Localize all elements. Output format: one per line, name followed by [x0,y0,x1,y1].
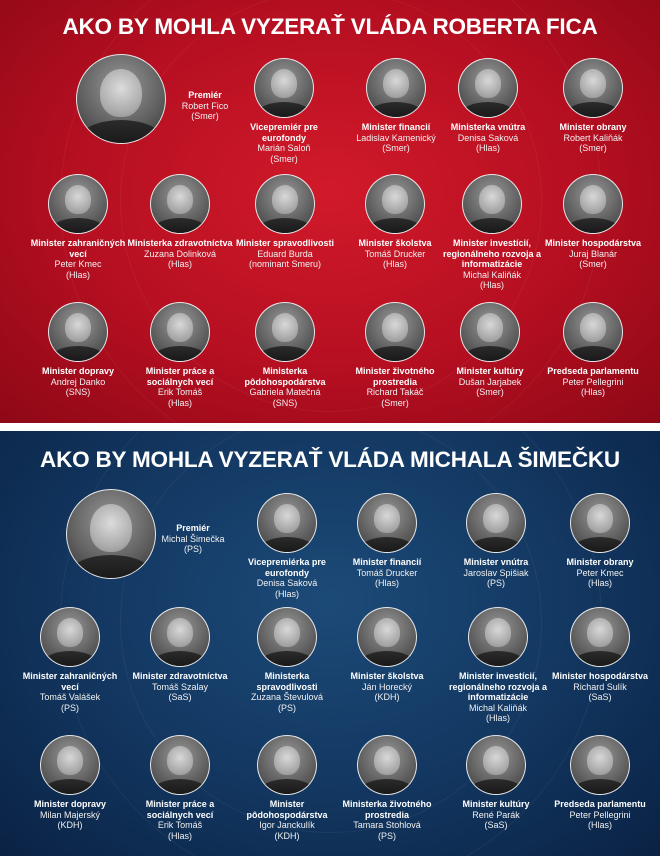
portrait-photo [357,493,417,553]
portrait-photo [570,735,630,795]
portrait-photo [570,607,630,667]
cabinet-member: Minister obrany Peter Kmec (Hlas) [546,493,654,589]
portrait-photo [466,735,526,795]
portrait-photo [563,302,623,362]
cabinet-member: Vicepremiér pre eurofondy Marián Saloň (Smer) [230,58,338,164]
portrait-photo [570,493,630,553]
cabinet-member: Ministerka spravodlivosti Zuzana Števulová (PS) [233,607,341,713]
cabinet-member: Minister životného prostredia Richard Takáč (Smer) [341,302,449,408]
cabinet-member: Minister spravodlivosti Eduard Burda (nominant Smeru) [231,174,339,270]
cabinet-member: Minister dopravy Milan Majerský (KDH) [16,735,124,831]
portrait-photo [76,54,166,144]
cabinet-member: Ministerka vnútra Denisa Saková (Hlas) [434,58,542,154]
portrait-photo [254,58,314,118]
cabinet-member: Ministerka pôdohospodárstva Gabriela Matečná (SNS) [231,302,339,408]
cabinet-member: Minister kultúry René Parák (SaS) [442,735,550,831]
portrait-photo [365,174,425,234]
cabinet-member: Minister investícií, regionálneho rozvoja a informatizácie Michal Kaliňák (Hlas) [442,607,554,724]
cabinet-member: Minister zdravotníctva Tomáš Szalay (SaS) [126,607,234,703]
portrait-photo [255,174,315,234]
portrait-photo [66,489,156,579]
portrait-photo [257,607,317,667]
portrait-photo [563,174,623,234]
portrait-photo [48,302,108,362]
portrait-photo [40,607,100,667]
portrait-photo [468,607,528,667]
cabinet-member: Ministerka životného prostredia Tamara Stohlová (PS) [333,735,441,841]
cabinet-member: Minister hospodárstva Juraj Blanár (Smer) [539,174,647,270]
portrait-photo [150,174,210,234]
portrait-photo [462,174,522,234]
portrait-photo [48,174,108,234]
cabinet-member: Minister vnútra Jaroslav Spišiak (PS) [442,493,550,589]
cabinet-member: Minister investícií, regionálneho rozvoja a informatizácie Michal Kaliňák (Hlas) [436,174,548,291]
portrait-photo [458,58,518,118]
portrait-photo [257,735,317,795]
cabinet-member: Vicepremiérka pre eurofondy Denisa Saková (Hlas) [233,493,341,599]
cabinet-member: Minister práce a sociálnych vecí Erik Tomáš (Hlas) [126,735,234,841]
portrait-photo [366,58,426,118]
portrait-photo [357,735,417,795]
portrait-photo [466,493,526,553]
cabinet-member: Minister školstva Tomáš Drucker (Hlas) [341,174,449,270]
portrait-photo [357,607,417,667]
portrait-photo [257,493,317,553]
portrait-photo [365,302,425,362]
cabinet-member: Minister zahraničných vecí Tomáš Valášek (PS) [16,607,124,713]
cabinet-member: Minister pôdohospodárstva Igor Janckulík (KDH) [233,735,341,841]
cabinet-member: Minister dopravy Andrej Danko (SNS) [24,302,132,398]
cabinet-member: Minister financií Ladislav Kamenický (Smer) [342,58,450,154]
cabinet-member: Predseda parlamentu Peter Pellegrini (Hlas) [539,302,647,398]
cabinet-member: Minister hospodárstva Richard Sulík (SaS) [546,607,654,703]
portrait-photo [150,302,210,362]
simecka-government-panel: AKO BY MOHLA VYZERAŤ VLÁDA MICHALA ŠIMEČKU Premiér Michal Šimečka (PS) Vicepremiérka pre eurofondy Denisa Saková (Hlas) Minister financií Tomáš Drucker (Hlas) Minister vnútra Jaroslav Spišiak (PS) Minister obrany Peter Kmec (Hlas) Minister zahraničných vecí Tomáš Valášek (PS) Minister zdravotníctva Tomáš Szalay (SaS) Ministerka spravodlivosti Zuzana Števulová (PS) Minister školstva Ján Horecký (KDH) Minister investícií, regionálneho rozvoja a informatizácie Michal Kaliňák (Hlas) Minister hospodárstva Richard Sulík (SaS) Minister dopravy Milan Majerský (KDH) Minister práce a sociálnych vecí Erik Tomáš (Hlas) Minister pôdohospodárstva Igor Janckulík (KDH) Ministerka životného prostredia Tamara Stohlová (PS) Minister kultúry René Parák (SaS) Predseda parlamentu Peter Pellegrini (Hlas) [0,431,660,856]
cabinet-member: Ministerka zdravotníctva Zuzana Dolinková (Hlas) [126,174,234,270]
cabinet-member: Minister práce a sociálnych vecí Erik Tomáš (Hlas) [126,302,234,408]
portrait-photo [460,302,520,362]
cabinet-member: Minister financií Tomáš Drucker (Hlas) [333,493,441,589]
fico-government-panel: AKO BY MOHLA VYZERAŤ VLÁDA ROBERTA FICA Premiér Robert Fico (Smer) Vicepremiér pre eurofondy Marián Saloň (Smer) Minister financií Ladislav Kamenický (Smer) Ministerka vnútra Denisa Saková (Hlas) Minister obrany Robert Kaliňák (Smer) Minister zahraničných vecí Peter Kmec (Hlas) Ministerka zdravotníctva Zuzana Dolinková (Hlas) Minister spravodlivosti Eduard Burda (nominant Smeru) Minister školstva Tomáš Drucker (Hlas) Minister investícií, regionálneho rozvoja a informatizácie Michal Kaliňák (Hlas) Minister hospodárstva Juraj Blanár (Smer) Minister dopravy Andrej Danko (SNS) Minister práce a sociálnych vecí Erik Tomáš (Hlas) Ministerka pôdohospodárstva Gabriela Matečná (SNS) Minister životného prostredia Richard Takáč (Smer) Minister kultúry Dušan Jarjabek (Smer) Predseda parlamentu Peter Pellegrini (Hlas) [0,0,660,423]
portrait-photo [40,735,100,795]
cabinet-member: Minister kultúry Dušan Jarjabek (Smer) [436,302,544,398]
portrait-photo [255,302,315,362]
portrait-photo [563,58,623,118]
cabinet-member: Predseda parlamentu Peter Pellegrini (Hlas) [546,735,654,831]
panel-title: AKO BY MOHLA VYZERAŤ VLÁDA MICHALA ŠIMEČKU [40,447,620,472]
cabinet-member: Minister školstva Ján Horecký (KDH) [333,607,441,703]
cabinet-member: Minister obrany Robert Kaliňák (Smer) [539,58,647,154]
panel-title: AKO BY MOHLA VYZERAŤ VLÁDA ROBERTA FICA [62,14,598,39]
cabinet-member: Minister zahraničných vecí Peter Kmec (Hlas) [24,174,132,280]
portrait-photo [150,607,210,667]
portrait-photo [150,735,210,795]
